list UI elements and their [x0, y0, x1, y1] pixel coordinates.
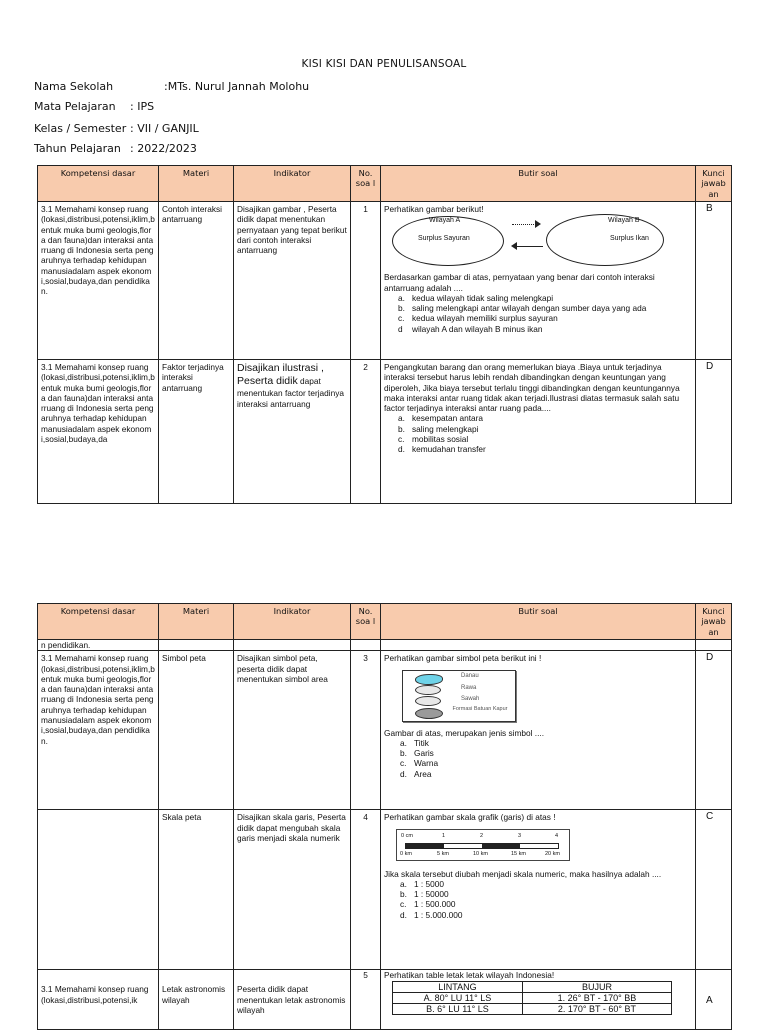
- indikator-cell: [234, 360, 351, 504]
- no-cell: 5: [351, 970, 381, 1030]
- map-legend: [402, 670, 516, 722]
- legend-label: Rawa: [461, 684, 477, 691]
- option: d. 1 : 5.000.000: [400, 909, 463, 920]
- legend-label: Danau: [461, 672, 479, 679]
- option: a. 1 : 5000: [400, 878, 444, 889]
- col-indikator: Indikator: [234, 166, 351, 202]
- coord-cell: 2. 170° BT - 60° BT: [522, 1003, 671, 1014]
- scale-top-label: 4: [555, 832, 559, 839]
- question-text: Perhatikan gambar skala grafik (garis) di atas !: [384, 812, 556, 823]
- option: b. saling melengkapi: [398, 423, 479, 434]
- field-subject: [34, 100, 155, 113]
- arrow-left-icon: [517, 246, 543, 247]
- limestone-symbol-icon: [415, 708, 443, 719]
- question-text: Perhatikan table letak letak wilayah Indonesia!: [384, 970, 555, 981]
- arrowhead-right-icon: [535, 220, 541, 228]
- question-text: Perhatikan gambar simbol peta berikut ini !: [384, 653, 542, 664]
- indikator-rest: dapat menentukan factor terjadinya interaksi antarruang: [237, 376, 345, 409]
- no-cell: 2: [351, 360, 381, 504]
- table-row: [38, 651, 732, 810]
- table-row: [38, 810, 732, 970]
- grid-table-2: [37, 603, 732, 1030]
- key-cell: A: [696, 970, 732, 1030]
- indikator-cell: Peserta didik dapat menentukan letak astronomis wilayah: [234, 970, 351, 1030]
- no-cell: 4: [351, 810, 381, 970]
- field-label: Nama Sekolah: [34, 80, 114, 93]
- grid-table-1: [37, 165, 732, 504]
- option: c. mobilitas sosial: [398, 434, 469, 445]
- option: c. 1 : 500.000: [400, 899, 456, 910]
- table-header-row: [38, 166, 732, 202]
- options-list: [384, 879, 692, 920]
- butir-cell: [381, 360, 696, 504]
- question-stem: Gambar di atas, merupakan jenis simbol ....: [384, 727, 545, 738]
- region-a-sub: Surplus Sayuran: [418, 235, 470, 243]
- col-no: No. soa l: [351, 604, 381, 640]
- question-stem: Jika skala tersebut diubah menjadi skala numeric, maka hasilnya adalah ....: [384, 868, 662, 879]
- kd-cell: 3.1 Memahami konsep ruang (lokasi,distribusi,potensi,ik: [38, 970, 159, 1030]
- col-no: No. soa l: [351, 166, 381, 202]
- document-title: KISI KISI DAN PENULISANSOAL: [301, 58, 467, 70]
- field-value: : VII / GANJIL: [130, 122, 199, 135]
- legend-label: Formasi Batuan Kapur: [452, 705, 508, 712]
- key-cell: D: [696, 651, 732, 810]
- scale-bottom-label: 10 km: [473, 850, 488, 857]
- scale-bottom-label: 0 km: [400, 850, 412, 857]
- col-kd: Kompetensi dasar: [38, 166, 159, 202]
- kd-cell: 3.1 Memahami konsep ruang (lokasi,distribusi,potensi,iklim,bentuk muka bumi geologis,flora dan fauna)dan interaksi antarruang di Indonesia serta pengaruhnya terhadap kehidupan manusiadalam aspek ekonomi,sosial,budaya,dan pendidikan.: [38, 651, 159, 810]
- coord-cell: B. 6° LU 11° LS: [393, 1003, 523, 1014]
- ricefield-symbol-icon: [415, 696, 441, 706]
- key-cell: B: [696, 202, 732, 360]
- materi-cell: Contoh interaksi antarruang: [159, 202, 234, 360]
- table-header-row: [38, 604, 732, 640]
- indikator-cell: Disajikan simbol peta, peserta didik dapat menentukan simbol area: [234, 651, 351, 810]
- col-butir: Butir soal: [381, 604, 696, 640]
- field-label: Kelas / Semester: [34, 122, 127, 135]
- no-cell: 1: [351, 202, 381, 360]
- arrowhead-left-icon: [511, 242, 517, 250]
- scale-bar-figure: [396, 829, 570, 861]
- lake-symbol-icon: [415, 674, 443, 685]
- scale-top-label: 1: [442, 832, 446, 839]
- scale-top-label: 0 cm: [401, 832, 413, 839]
- region-b-label: Wilayah B: [608, 217, 640, 225]
- field-label: Mata Pelajaran: [34, 100, 116, 113]
- materi-cell: Simbol peta: [159, 651, 234, 810]
- field-year: [34, 142, 197, 155]
- options-list: [384, 293, 692, 334]
- coord-head: LINTANG: [393, 981, 523, 992]
- kd-cell: 3.1 Memahami konsep ruang (lokasi,distribusi,potensi,iklim,bentuk muka bumi geologis,flora dan fauna)dan interaksi antarruang di Indonesia serta pengaruhnya terhadap kehidupan manusiadalam aspek ekonomi,sosial,budaya,da: [38, 360, 159, 504]
- materi-cell: Skala peta: [159, 810, 234, 970]
- kd-carry: n pendidikan.: [38, 640, 159, 651]
- col-materi: Materi: [159, 604, 234, 640]
- kd-cell: 3.1 Memahami konsep ruang (lokasi,distribusi,potensi,iklim,bentuk muka bumi geologis,flora dan fauna)dan interaksi antarruang di Indonesia serta pengaruhnya terhadap kehidupan manusiadalam aspek ekonomi,sosial,budaya,dan pendidikan.: [38, 202, 159, 360]
- option: d. Area: [400, 768, 432, 779]
- option: b. saling melengkapi antar wilayah dengan sumber daya yang ada: [398, 303, 647, 314]
- question-stem: Berdasarkan gambar di atas, pernyataan yang benar dari contoh interaksi antarruang adalah ....: [384, 272, 655, 293]
- butir-cell: [381, 810, 696, 970]
- options-list: [384, 738, 692, 779]
- scale-bar-segment: [406, 844, 444, 848]
- field-value: : IPS: [130, 100, 155, 113]
- interaction-diagram: [384, 214, 692, 272]
- scale-bottom-label: 15 km: [511, 850, 526, 857]
- coord-head: BUJUR: [522, 981, 671, 992]
- option: a. Titik: [400, 737, 429, 748]
- table-row: [38, 360, 732, 504]
- key-cell: C: [696, 810, 732, 970]
- option: b. 1 : 50000: [400, 889, 449, 900]
- col-materi: Materi: [159, 166, 234, 202]
- scale-top-label: 2: [480, 832, 484, 839]
- coord-cell: A. 80° LU 11° LS: [393, 992, 523, 1003]
- materi-cell: Letak astronomis wilayah: [159, 970, 234, 1030]
- region-a-label: Wilayah A: [429, 217, 461, 225]
- option: d. kemudahan transfer: [398, 444, 486, 455]
- option: a. kesempatan antara: [398, 413, 484, 424]
- indikator-cell: Disajikan gambar , Peserta didik dapat menentukan pernyataan yang tepat berikut dari contoh interaksi antarruang: [234, 202, 351, 360]
- field-class: [34, 122, 199, 135]
- col-indikator: Indikator: [234, 604, 351, 640]
- option: a. kedua wilayah tidak saling melengkapi: [398, 292, 554, 303]
- option: c. kedua wilayah memiliki surplus sayuran: [398, 313, 558, 324]
- col-kunci: Kunci jawab an: [696, 604, 732, 640]
- indikator-cell: Disajikan skala garis, Peserta didik dapat mengubah skala garis menjadi skala numerik: [234, 810, 351, 970]
- option: c. Warna: [400, 758, 439, 769]
- materi-cell: Faktor terjadinya interaksi antarruang: [159, 360, 234, 504]
- legend-label: Sawah: [461, 695, 480, 702]
- butir-cell: [381, 970, 696, 1030]
- key-cell: D: [696, 360, 732, 504]
- scale-bar-segment: [482, 844, 520, 848]
- field-value: : 2022/2023: [130, 142, 197, 155]
- indikator-lead: Disajikan ilustrasi , Peserta didik: [237, 362, 324, 388]
- scale-bottom-label: 5 km: [437, 850, 449, 857]
- question-stem: Pengangkutan barang dan orang memerlukan biaya .Biaya untuk terjadinya interaksi tersebut harus lebih rendah dibandingkan dengan keuntungan yang diperoleh, Jika biaya tersebut terlalu tinggi dibandingkan dengan keuntungannya maka interaksi antar ruang tidak akan terjadi.Ilustrasi diatas termasuk salah satu factor terjadinya interaksi antar ruang pada....: [384, 362, 680, 414]
- coordinates-table: [392, 981, 672, 1015]
- field-label: Tahun Pelajaran: [34, 142, 121, 155]
- col-kd: Kompetensi dasar: [38, 604, 159, 640]
- field-school: [34, 80, 310, 93]
- option: d wilayah A dan wilayah B minus ikan: [398, 323, 543, 334]
- scale-bottom-label: 20 km: [545, 850, 560, 857]
- swamp-symbol-icon: [415, 685, 441, 695]
- region-b-sub: Surplus Ikan: [610, 235, 649, 243]
- col-kunci: Kunci jawab an: [696, 166, 732, 202]
- col-butir: Butir soal: [381, 166, 696, 202]
- table-row: [38, 970, 732, 1030]
- coord-cell: 1. 26° BT - 170° BB: [522, 992, 671, 1003]
- option: b. Garis: [400, 748, 434, 759]
- butir-cell: [381, 651, 696, 810]
- table-row: [38, 202, 732, 360]
- field-value: :MTs. Nurul Jannah Molohu: [164, 80, 310, 93]
- question-text: Perhatikan gambar berikut!: [384, 204, 484, 214]
- carry-row: [38, 640, 732, 651]
- butir-cell: [381, 202, 696, 360]
- options-list: [384, 413, 692, 454]
- no-cell: 3: [351, 651, 381, 810]
- scale-top-label: 3: [518, 832, 522, 839]
